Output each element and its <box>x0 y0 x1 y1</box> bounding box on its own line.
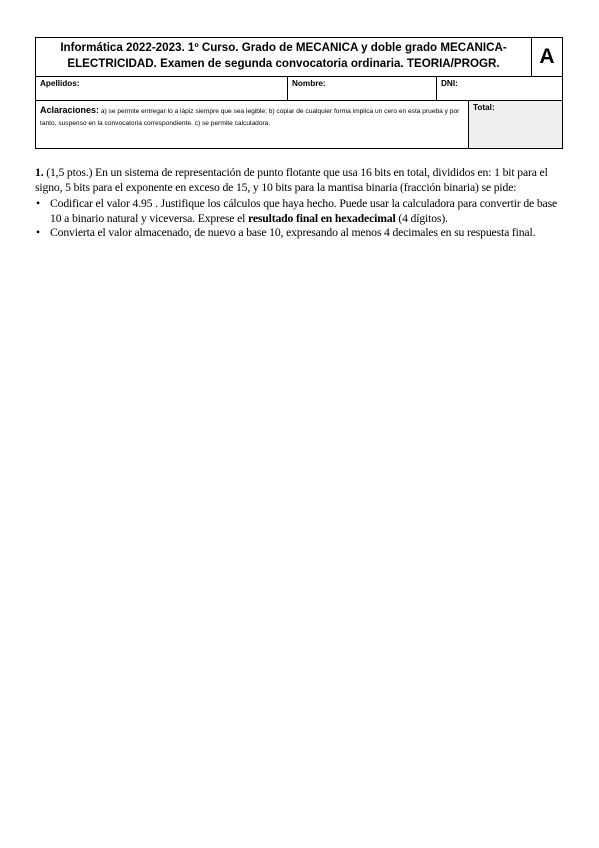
question-1 <box>35 166 565 241</box>
subitem-encode-text-post: (4 dígitos). <box>395 211 448 225</box>
question-1-statement <box>35 166 565 195</box>
question-number: 1. <box>35 166 44 179</box>
bullet-icon: • <box>36 197 40 210</box>
aclaraciones-label: Aclaraciones: <box>40 105 100 115</box>
dni-field[interactable] <box>437 77 563 101</box>
nombre-field[interactable] <box>288 77 437 101</box>
aclaraciones-box <box>36 101 469 149</box>
subitem-encode <box>36 197 565 226</box>
apellidos-field[interactable] <box>36 77 288 101</box>
subitem-encode-text-pre: Codificar el valor 4.95 . Justifique los cálculos que haya hecho. Puede usar la calculadora para convertir de base 10 a binario natural y viceversa. Exprese el <box>50 197 558 225</box>
apellidos-label: Apellidos: <box>40 79 80 88</box>
subitem-decode <box>36 226 565 241</box>
exam-title <box>36 38 532 77</box>
subitem-decode-text: Convierta el valor almacenado, de nuevo a base 10, expresando al menos 4 decimales en su respuesta final. <box>50 226 536 239</box>
subitem-encode-bold: resultado final en hexadecimal <box>248 211 396 225</box>
exam-header-table <box>35 37 563 149</box>
bullet-icon: • <box>36 226 40 239</box>
nombre-label: Nombre: <box>292 79 326 88</box>
aclaraciones-text: a) se permite entregar lo a lápiz siempre que sea legible; b) copiar de cualquier forma implica un cero en esta prueba y por tanto, suspenso en la convocatoria correspondiente. c) se permite calculadora. <box>40 108 460 127</box>
dni-label: DNI: <box>441 79 458 88</box>
total-score-box[interactable] <box>469 101 563 149</box>
exam-version-letter: A <box>532 38 563 77</box>
question-intro: (1,5 ptos.) En un sistema de representación de punto flotante que usa 16 bits en total, divididos en: 1 bit para el signo, 5 bits para el exponente en exceso de 15, y 10 bits para la mantisa binaria (fracción binaria) se pide: <box>35 166 548 194</box>
exam-title-line2: ELECTRICIDAD. Examen de segunda convocatoria ordinaria. TEORIA/PROGR. <box>67 57 500 70</box>
exam-title-line1: Informática 2022-2023. 1º Curso. Grado de MECANICA y doble grado MECANICA- <box>60 41 507 54</box>
total-label: Total: <box>473 103 495 112</box>
question-1-subitems <box>35 197 565 241</box>
